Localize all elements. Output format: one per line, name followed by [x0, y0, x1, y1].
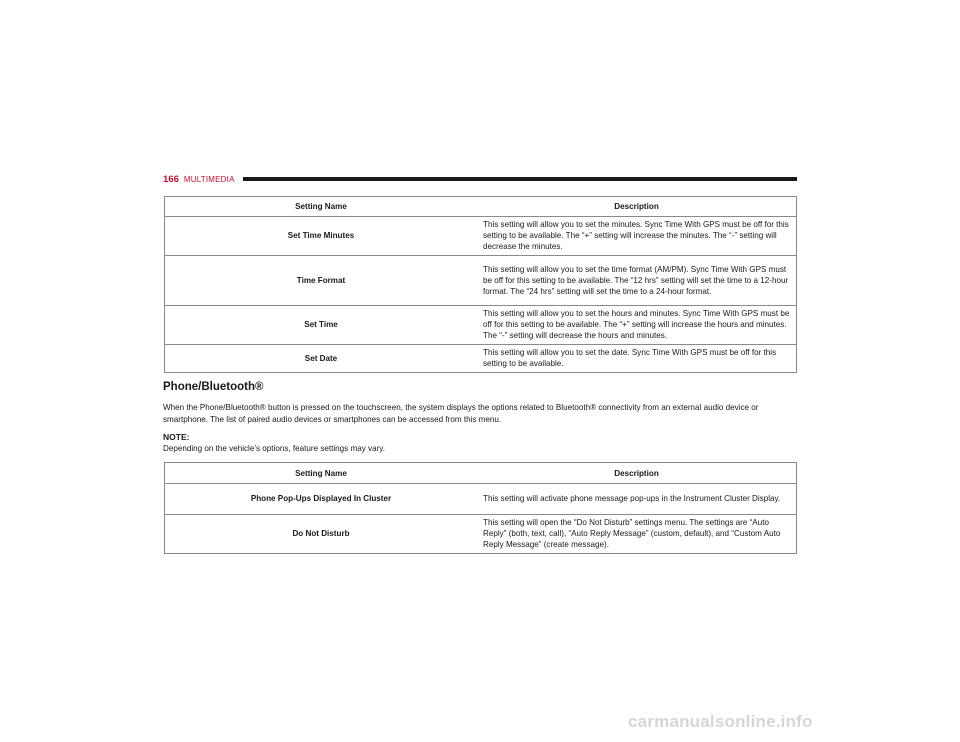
setting-name-cell: Time Format: [165, 256, 478, 306]
table-row: [165, 306, 797, 345]
note-label: NOTE:: [163, 432, 190, 442]
section-heading: Phone/Bluetooth®: [163, 381, 264, 393]
setting-name-cell: Set Time: [165, 306, 478, 345]
body-paragraph: When the Phone/Bluetooth® button is pressed on the touchscreen, the system displays the options related to Bluetooth® connectivity from an external audio device or smartphone. The list of paired audio devices or smartphones can be accessed from this menu.: [163, 403, 759, 424]
setting-description-cell: This setting will allow you to set the hours and minutes. Sync Time With GPS must be off for this setting to be available. The “+” setting will increase the hours and minutes. The “-” setting will decrease the hours and minutes.: [477, 306, 797, 345]
settings-table-phone: [164, 462, 797, 554]
setting-name-cell: Phone Pop-Ups Displayed In Cluster: [165, 484, 478, 515]
table-row: [165, 256, 797, 306]
setting-description-cell: This setting will allow you to set the minutes. Sync Time With GPS must be off for this setting to be available. The “+” setting will increase the minutes. The “-” setting will decrease the minutes.: [477, 217, 797, 256]
setting-description-cell: This setting will allow you to set the time format (AM/PM). Sync Time With GPS must be off for this setting to be available. The “12 hrs” setting will set the time to a 12-hour format. The “24 hrs” setting will set the time to a 24-hour format.: [477, 256, 797, 306]
table-row: [165, 345, 797, 373]
column-header-description: Description: [477, 197, 797, 217]
table-row: [165, 217, 797, 256]
setting-description-cell: This setting will allow you to set the date. Sync Time With GPS must be off for this setting to be available.: [477, 345, 797, 373]
page-header: [163, 172, 797, 186]
column-header-setting-name: Setting Name: [165, 197, 478, 217]
setting-name-cell: Do Not Disturb: [165, 515, 478, 554]
column-header-description: Description: [477, 463, 797, 484]
setting-description-cell: This setting will open the “Do Not Disturb” settings menu. The settings are “Auto Reply” (both, text, call), “Auto Reply Message” (custom, default), and “Custom Auto Reply Message” (create message).: [477, 515, 797, 554]
table-row: [165, 515, 797, 554]
note-text: Depending on the vehicle’s options, feature settings may vary.: [163, 444, 385, 453]
watermark: carmanualsonline.info: [628, 712, 813, 731]
setting-name-cell: Set Date: [165, 345, 478, 373]
table-header-row: [165, 197, 797, 217]
section-title: MULTIMEDIA: [183, 174, 235, 184]
page-number: 166: [163, 173, 179, 185]
settings-table-time: [164, 196, 797, 373]
setting-description-cell: This setting will activate phone message pop-ups in the Instrument Cluster Display.: [477, 484, 797, 515]
column-header-setting-name: Setting Name: [165, 463, 478, 484]
table-row: [165, 484, 797, 515]
table-header-row: [165, 463, 797, 484]
setting-name-cell: Set Time Minutes: [165, 217, 478, 256]
header-rule: [243, 177, 797, 181]
